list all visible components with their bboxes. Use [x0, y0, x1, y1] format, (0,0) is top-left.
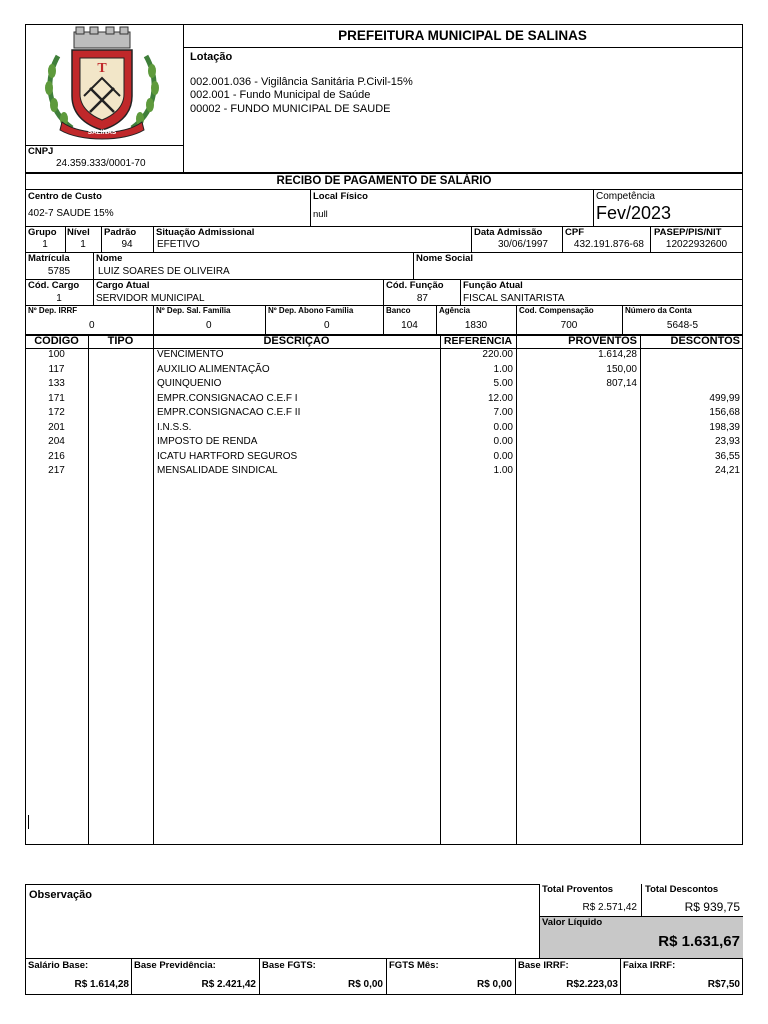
table-row	[0, 406, 768, 421]
cell-descricao: AUXILIO ALIMENTAÇÃO	[157, 363, 270, 375]
cell-referencia: 1.00	[493, 363, 513, 375]
padrao-value: 94	[121, 239, 133, 250]
dep-sal-familia-label: Nº Dep. Sal. Família	[156, 306, 231, 315]
nivel-value: 1	[80, 239, 86, 250]
base-previdencia-value: R$ 2.421,42	[201, 979, 256, 990]
competencia-value: Fev/2023	[596, 203, 672, 223]
nome-label: Nome	[96, 253, 123, 264]
numero-conta-label: Número da Conta	[625, 306, 692, 315]
faixa-irrf-label: Faixa IRRF:	[623, 960, 676, 971]
pasep-value: 12022932600	[665, 239, 728, 250]
cell-referencia: 7.00	[493, 407, 513, 418]
centro-custo-value: 402-7 SAUDE 15%	[28, 208, 114, 219]
cell-proventos: 1.614,28	[598, 349, 637, 360]
cod-compensacao-value: 700	[560, 320, 578, 331]
dep-irrf-label: Nº Dep. IRRF	[28, 306, 78, 315]
cod-funcao-value: 87	[416, 293, 428, 304]
fgts-mes-label: FGTS Mês:	[389, 960, 439, 971]
total-descontos-value: R$ 939,75	[684, 900, 740, 914]
cell-descontos: 36,55	[714, 450, 740, 462]
cell-referencia: 5.00	[493, 378, 513, 389]
valor-liquido-value: R$ 1.631,67	[658, 933, 740, 950]
cell-proventos: 807,14	[606, 378, 637, 389]
nome-social-label: Nome Social	[416, 253, 474, 264]
cell-descontos: 24,21	[714, 465, 740, 476]
observacao-label: Observação	[29, 889, 92, 901]
nivel-label: Nível	[67, 227, 90, 238]
lotacao-line-3: 00002 - FUNDO MUNICIPAL DE SAUDE	[190, 103, 391, 115]
cell-referencia: 0.00	[493, 421, 513, 433]
cnpj-value: 24.359.333/0001-70	[56, 158, 146, 169]
cpf-value: 432.191.876-68	[573, 239, 644, 250]
fgts-mes-value: R$ 0,00	[476, 979, 512, 990]
cell-referencia: 1.00	[493, 465, 513, 476]
cell-descontos: 198,39	[709, 421, 740, 433]
cod-cargo-label: Cód. Cargo	[28, 280, 80, 291]
cod-compensacao-label: Cod. Compensação	[519, 306, 594, 315]
col-header-referencia: REFERÊNCIA	[443, 335, 513, 347]
nome-value: LUIZ SOARES DE OLIVEIRA	[98, 266, 230, 277]
lotacao-label: Lotação	[190, 51, 233, 63]
grupo-label: Grupo	[28, 227, 57, 238]
cell-referencia: 0.00	[493, 436, 513, 447]
cnpj-label: CNPJ	[28, 146, 54, 157]
salario-base-label: Salário Base:	[28, 960, 89, 971]
page-title: PREFEITURA MUNICIPAL DE SALINAS	[338, 28, 587, 43]
dep-abono-value: 0	[324, 320, 330, 331]
numero-conta-value: 5648-5	[666, 320, 699, 331]
cell-referencia: 12.00	[487, 392, 513, 404]
col-header-descricao: DESCRIÇÃO	[263, 335, 330, 347]
col-header-tipo: TIPO	[107, 335, 134, 347]
local-fisico-value: null	[313, 209, 328, 220]
table-row	[0, 363, 768, 378]
col-header-codigo: CÓDIGO	[34, 335, 79, 347]
table-row	[0, 377, 768, 392]
agencia-label: Agência	[439, 306, 471, 315]
valor-liquido-label: Valor Líquido	[542, 917, 603, 928]
table-row	[0, 392, 768, 407]
cell-codigo: 133	[48, 378, 65, 389]
col-header-proventos: PROVENTOS	[568, 335, 637, 347]
col-header-descontos: DESCONTOS	[670, 335, 740, 347]
situacao-value: EFETIVO	[157, 239, 200, 250]
cell-descricao: ICATU HARTFORD SEGUROS	[157, 450, 298, 462]
padrao-label: Padrão	[104, 227, 137, 238]
cargo-atual-value: SERVIDOR MUNICIPAL	[96, 293, 205, 304]
cell-codigo: 117	[48, 363, 65, 375]
cell-descricao: VENCIMENTO	[157, 349, 224, 360]
cell-codigo: 204	[48, 436, 65, 447]
base-irrf-label: Base IRRF:	[518, 960, 569, 971]
cell-referencia: 220.00	[482, 349, 513, 360]
logo-ribbon-text: SALINAS	[87, 129, 117, 136]
funcao-atual-label: Função Atual	[463, 280, 523, 291]
lotacao-line-1: 002.001.036 - Vigilância Sanitária P.Civil-15%	[190, 76, 413, 88]
cell-descontos: 23,93	[714, 436, 740, 447]
table-row	[0, 464, 768, 479]
funcao-atual-value: FISCAL SANITARISTA	[463, 293, 565, 304]
base-previdencia-label: Base Previdência:	[134, 960, 216, 971]
svg-text:T: T	[97, 61, 107, 76]
cell-codigo: 217	[48, 465, 65, 476]
matricula-label: Matrícula	[28, 253, 70, 264]
base-fgts-value: R$ 0,00	[347, 979, 383, 990]
table-row	[0, 450, 768, 465]
table-row	[0, 421, 768, 436]
cpf-label: CPF	[565, 227, 584, 238]
dep-sal-familia-value: 0	[206, 320, 212, 331]
cod-cargo-value: 1	[56, 293, 62, 304]
banco-value: 104	[401, 320, 418, 331]
cell-descricao: IMPOSTO DE RENDA	[157, 436, 258, 447]
table-body	[0, 348, 768, 478]
cell-descontos: 156,68	[709, 407, 740, 418]
situacao-label: Situação Admissional	[156, 227, 255, 238]
cell-descricao: QUINQUENIO	[157, 378, 222, 389]
cell-codigo: 172	[48, 407, 65, 418]
matricula-value: 5785	[47, 266, 71, 277]
data-admissao-label: Data Admissão	[474, 227, 543, 238]
lotacao-line-2: 002.001 - Fundo Municipal de Saúde	[190, 89, 371, 101]
cell-descricao: I.N.S.S.	[157, 421, 192, 433]
cell-descricao: MENSALIDADE SINDICAL	[157, 465, 278, 476]
base-irrf-value: R$2.223,03	[566, 979, 618, 990]
centro-custo-label: Centro de Custo	[28, 191, 102, 202]
cell-descricao: EMPR.CONSIGNACAO C.E.F I	[157, 392, 298, 404]
faixa-irrf-value: R$7,50	[707, 979, 740, 990]
table-row	[0, 435, 768, 450]
cell-codigo: 171	[48, 392, 65, 404]
local-fisico-label: Local Físico	[313, 191, 368, 202]
dep-irrf-value: 0	[89, 320, 95, 331]
grupo-value: 1	[42, 239, 48, 250]
cell-codigo: 201	[48, 421, 65, 433]
cell-descontos: 499,99	[709, 392, 740, 404]
competencia-label: Competência	[596, 191, 655, 202]
pasep-label: PASEP/PIS/NIT	[654, 227, 722, 238]
base-fgts-label: Base FGTS:	[262, 960, 316, 971]
receipt-title: RECIBO DE PAGAMENTO DE SALÁRIO	[276, 175, 492, 187]
total-descontos-label: Total Descontos	[645, 884, 719, 895]
agencia-value: 1830	[464, 320, 488, 331]
banco-label: Banco	[386, 306, 411, 315]
cargo-atual-label: Cargo Atual	[96, 280, 150, 291]
dep-abono-label: Nº Dep. Abono Família	[268, 306, 354, 315]
total-proventos-label: Total Proventos	[542, 884, 614, 895]
cell-referencia: 0.00	[493, 450, 513, 462]
cell-codigo: 100	[48, 349, 65, 360]
cell-proventos: 150,00	[606, 363, 637, 375]
cod-funcao-label: Cód. Função	[386, 280, 444, 291]
table-row	[0, 348, 768, 363]
data-admissao-value: 30/06/1997	[497, 239, 548, 250]
cell-descricao: EMPR.CONSIGNACAO C.E.F II	[157, 407, 301, 418]
cell-codigo: 216	[48, 450, 65, 462]
salario-base-value: R$ 1.614,28	[74, 979, 129, 990]
total-proventos-value: R$ 2.571,42	[582, 902, 637, 913]
municipal-coat-of-arms-logo	[40, 26, 164, 142]
